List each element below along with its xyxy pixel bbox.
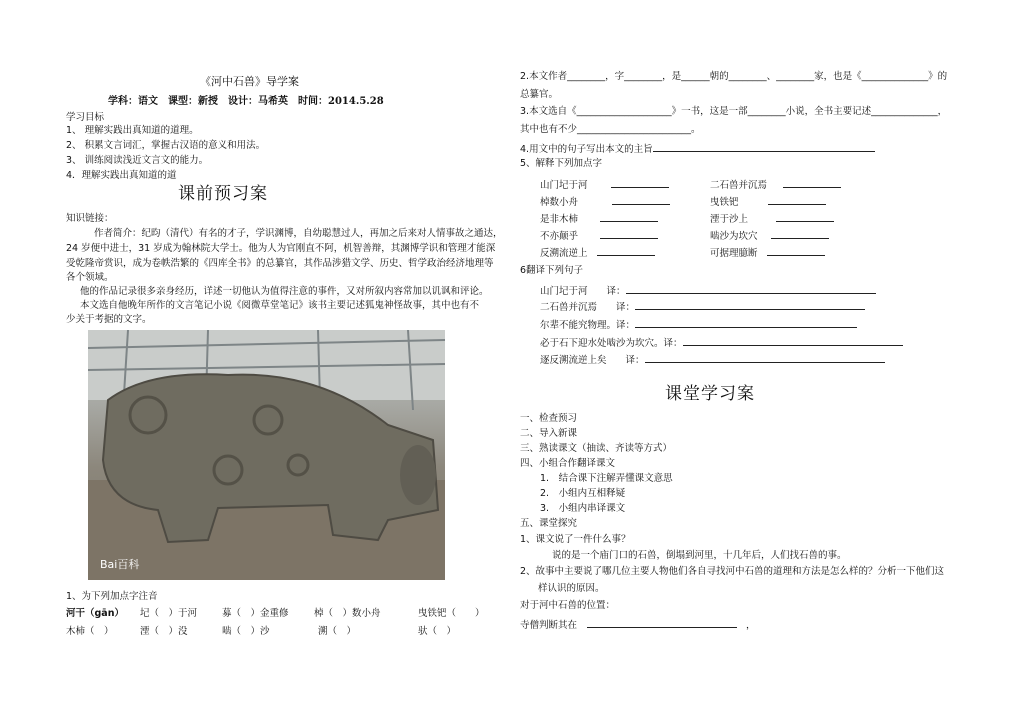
q5-item: 啮沙为坎穴 bbox=[710, 229, 829, 243]
answer-line[interactable] bbox=[645, 353, 885, 363]
question-4 bbox=[520, 142, 875, 156]
step-item: 五、课堂探究 bbox=[520, 518, 578, 529]
preview-heading: 课前预习案 bbox=[178, 184, 268, 204]
stone-beast-photo bbox=[88, 330, 445, 580]
explore-answer: 说的是一个庙门口的石兽，倒塌到河里，十几年后，人们找石兽的事。 bbox=[552, 550, 847, 561]
pinyin-item: 募（ ）金重修 bbox=[222, 608, 289, 619]
answer-line[interactable] bbox=[683, 336, 903, 346]
q5-item: 二石兽并沉焉 bbox=[710, 178, 841, 192]
stone-beast-illustration bbox=[88, 330, 445, 580]
explore-question: 1、课文说了一件什么事？ bbox=[520, 534, 631, 545]
knowledge-label: 知识链接： bbox=[66, 213, 114, 224]
step-item: 四、小组合作翻译课文 bbox=[520, 458, 616, 469]
answer-line[interactable] bbox=[587, 618, 737, 628]
explore-question: 2、故事中主要说了哪几位主要人物他们各自寻找河中石兽的道理和方法是怎么样的？分析一下他们这 bbox=[520, 566, 945, 577]
meta-line: 学科：语文 课型：新授 设计：马希英 时间：2014.5.28 bbox=[108, 96, 384, 107]
substep-item: 1. 结合课下注解弄懂课文意思 bbox=[540, 473, 673, 484]
answer-line[interactable] bbox=[653, 142, 875, 152]
question-2-cont: 总纂官。 bbox=[520, 89, 559, 100]
q5-item: 不亦颠乎 bbox=[540, 229, 658, 243]
answer-line[interactable] bbox=[635, 300, 865, 310]
answer-line[interactable] bbox=[771, 229, 829, 239]
photo-watermark: Bai百科 bbox=[100, 558, 140, 571]
answer-line[interactable] bbox=[767, 246, 825, 256]
position-label: 对于河中石兽的位置： bbox=[520, 600, 616, 611]
q5-item: 可据理臆断 bbox=[710, 246, 825, 260]
knowledge-line: 各个领域。 bbox=[66, 272, 114, 283]
pinyin-item: 啮（ ）沙 bbox=[222, 626, 270, 637]
goal-item: 4．理解实践出真知道的道 bbox=[66, 170, 177, 181]
answer-line[interactable] bbox=[626, 284, 876, 294]
question-6: 6翻译下列句子 bbox=[520, 265, 584, 276]
q6-item: 二石兽并沉焉 译： bbox=[540, 300, 865, 314]
q6-item: 尔辈不能究物理。译： bbox=[540, 318, 857, 332]
step-item: 一、检查预习 bbox=[520, 413, 578, 424]
pinyin-item: 曳铁钯（ ） bbox=[418, 608, 485, 619]
question-4-label: 4.用文中的句子写出本文的主旨 bbox=[520, 144, 653, 155]
q6-item: 逐反溯流逆上矣 译： bbox=[540, 353, 885, 367]
question-3-cont: 其中也有不少________________________。 bbox=[520, 124, 701, 135]
monk-line: 寺僧判断其在 ， bbox=[520, 620, 756, 631]
answer-line[interactable] bbox=[783, 178, 841, 188]
answer-line[interactable] bbox=[611, 178, 669, 188]
answer-line[interactable] bbox=[768, 195, 826, 205]
answer-line[interactable] bbox=[776, 212, 834, 222]
pinyin-item: 棹（ ）数小舟 bbox=[314, 608, 381, 619]
explore-question-cont: 样认识的原因。 bbox=[538, 583, 605, 594]
q5-item: 山门圮于河 bbox=[540, 178, 669, 192]
q6-item: 山门圮于河 译： bbox=[540, 284, 876, 298]
answer-line[interactable] bbox=[635, 318, 857, 328]
question-2: 2.本文作者________，字________，是______朝的________、________家，也是《______________》的 bbox=[520, 71, 948, 82]
goal-item: 2、 积累文言词汇，掌握古汉语的意义和用法。 bbox=[66, 140, 266, 151]
page-title: 《河中石兽》导学案 bbox=[200, 75, 299, 88]
q5-item: 反溯流逆上 bbox=[540, 246, 655, 260]
goals-heading: 学习目标 bbox=[66, 112, 105, 123]
pinyin-item: 溯（ ） bbox=[318, 626, 357, 637]
step-item: 三、熟读课文（抽读、齐读等方式） bbox=[520, 443, 673, 454]
knowledge-line: 少关于考据的文字。 bbox=[66, 314, 152, 325]
q5-item: 曳铁钯 bbox=[710, 195, 826, 209]
pinyin-heading: 1、为下列加点字注音 bbox=[66, 591, 158, 602]
answer-line[interactable] bbox=[600, 229, 658, 239]
answer-line[interactable] bbox=[597, 246, 655, 256]
pinyin-item: 木柿（ ） bbox=[66, 626, 114, 637]
knowledge-line: 本文选自他晚年所作的文言笔记小说《阅微草堂笔记》该书主要记述狐鬼神怪故事，其中也有不 bbox=[80, 300, 480, 311]
pinyin-item: 圮（ ）于河 bbox=[140, 608, 198, 619]
q5-item: 是非木柿 bbox=[540, 212, 658, 226]
goal-item: 3、 训练阅读浅近文言文的能力。 bbox=[66, 155, 209, 166]
class-heading: 课堂学习案 bbox=[665, 384, 755, 404]
q5-item: 湮于沙上 bbox=[710, 212, 834, 226]
q5-item: 棹数小舟 bbox=[540, 195, 670, 209]
question-5: 5、解释下列加点字 bbox=[520, 158, 603, 169]
step-item: 二、导入新课 bbox=[520, 428, 578, 439]
answer-line[interactable] bbox=[600, 212, 658, 222]
knowledge-line: 受乾隆帝赏识，成为卷帙浩繁的《四库全书》的总纂官，其作品涉猎文学、历史、哲学政治经济地理等 bbox=[66, 258, 494, 269]
answer-line[interactable] bbox=[612, 195, 670, 205]
pinyin-item: 湮（ ）没 bbox=[140, 626, 188, 637]
goal-item: 1、 理解实践出真知道的道理。 bbox=[66, 125, 199, 136]
knowledge-line: 他的作品记录很多亲身经历，详述一切他认为值得注意的事件，又对所叙内容常加以讥讽和评论。 bbox=[80, 286, 489, 297]
substep-item: 3. 小组内串译课文 bbox=[540, 503, 626, 514]
pinyin-item: 驮（ ） bbox=[418, 626, 457, 637]
pinyin-item: 河干（gān） bbox=[66, 608, 124, 619]
substep-item: 2. 小组内互相释疑 bbox=[540, 488, 626, 499]
knowledge-line: 24 岁便中进士，31 岁成为翰林院大学士。他为人为官刚直不阿，机智善辩，其渊博学识和管理才能深 bbox=[66, 243, 496, 254]
question-3: 3.本文选自《____________________》一书，这是一部________小说，全书主要记述______________， bbox=[520, 106, 948, 117]
q6-item: 必于石下迎水处啮沙为坎穴。译： bbox=[540, 336, 903, 350]
knowledge-line: 作者简介：纪昀（清代）有名的才子，学识渊博，自幼聪慧过人，再加之后来对人情事故之通达， bbox=[94, 228, 503, 239]
